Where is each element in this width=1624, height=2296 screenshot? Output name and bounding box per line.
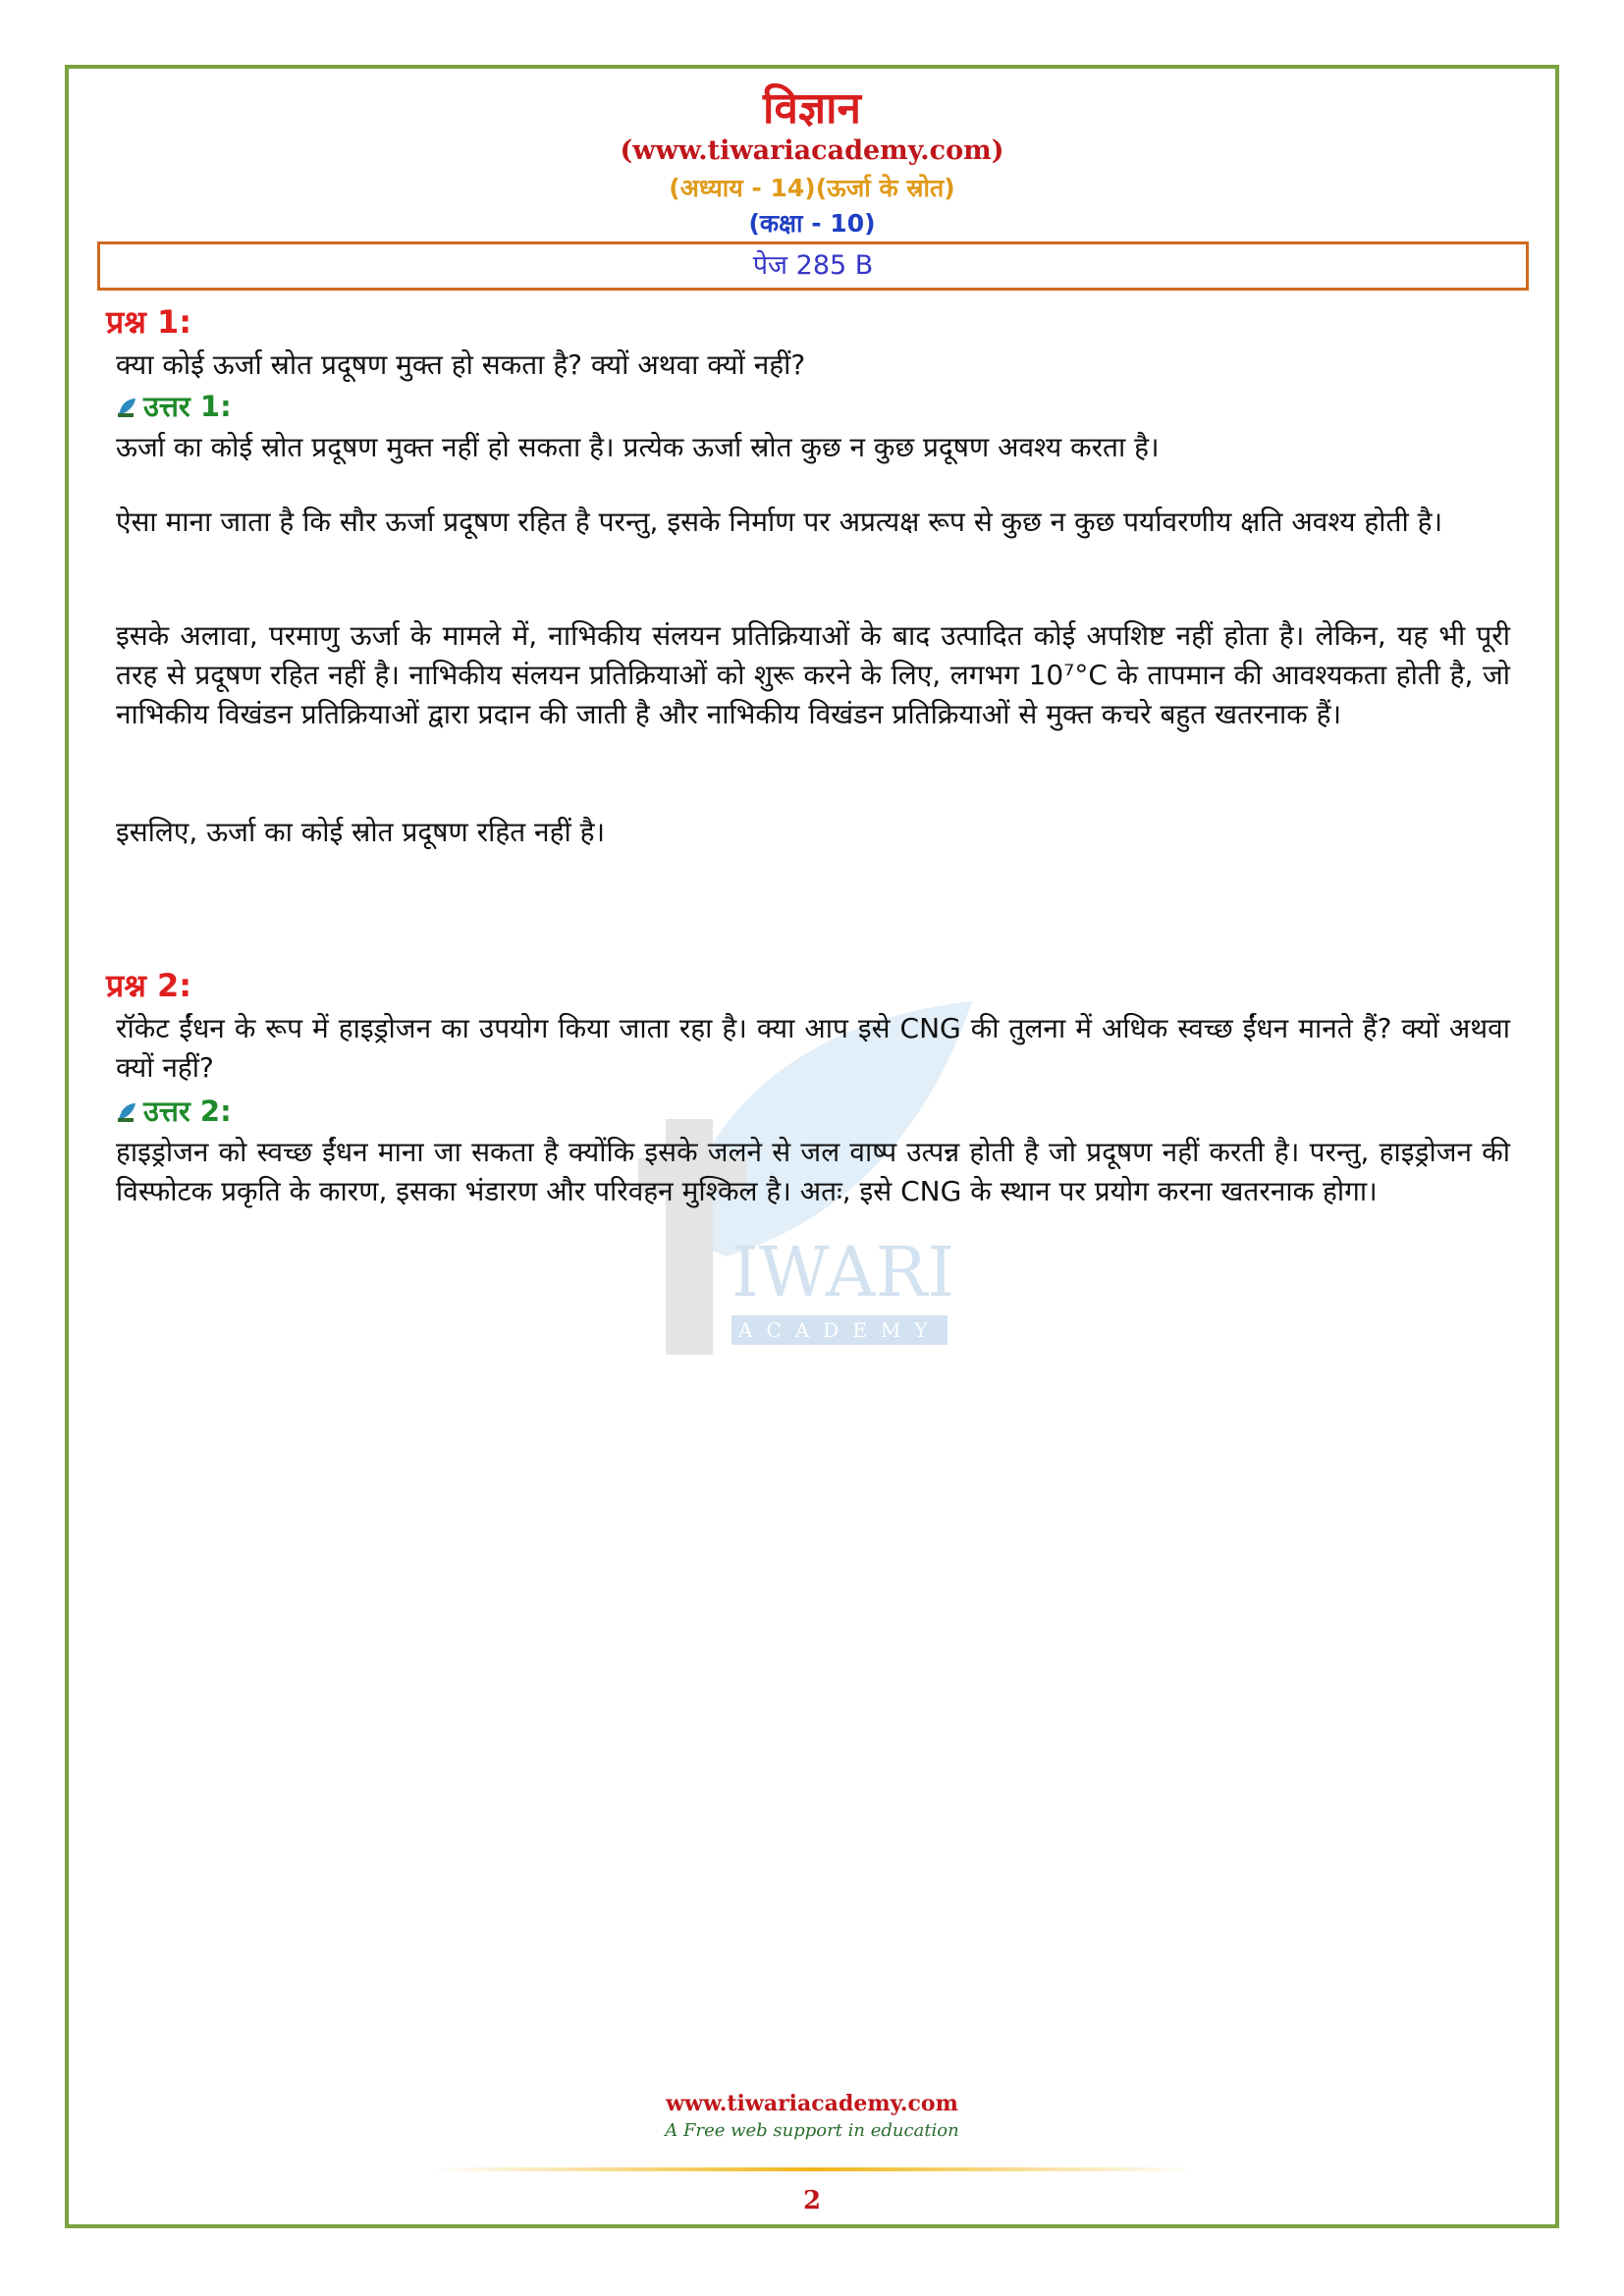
question-1-text: क्या कोई ऊर्जा स्रोत प्रदूषण मुक्त हो सकता है? क्यों अथवा क्यों नहीं? xyxy=(116,348,806,381)
watermark-subword: ACADEMY xyxy=(738,1318,942,1342)
question-1-label: प्रश्न 1: xyxy=(106,303,192,341)
answer-1-para-2: ऐसा माना जाता है कि सौर ऊर्जा प्रदूषण रहित है परन्तु, इसके निर्माण पर अप्रत्यक्ष रूप से कुछ न कुछ पर्यावरणीय क्षति अवश्य होती है। xyxy=(116,506,1443,538)
question-2-text: रॉकेट ईंधन के रूप में हाइड्रोजन का उपयोग किया जाता रहा है। क्या आप इसे CNG की तुलना में अधिक स्वच्छ ईंधन मानते हैं? क्यों अथवा क्यों नहीं? xyxy=(116,1012,1510,1084)
answer-1-para-1: ऊर्जा का कोई स्रोत प्रदूषण मुक्त नहीं हो सकता है। प्रत्येक ऊर्जा स्रोत कुछ न कुछ प्रदूषण अवश्य करता है। xyxy=(116,431,1160,463)
watermark-word: IWARI xyxy=(731,1232,955,1312)
answer-2-para-1: हाइड्रोजन को स्वच्छ ईंधन माना जा सकता है क्योंकि इसके जलने से जल वाष्प उत्पन्न होती है जो प्रदूषण नहीं करती है। परन्तु, हाइड्रोजन की विस्फोटक प्रकृति के कारण, इसका भंडारण और परिवहन मुश्किल है। अतः, इसे CNG के स्थान पर प्रयोग करना खतरनाक होगा। xyxy=(116,1136,1510,1207)
site-url[interactable]: (www.tiwariacademy.com) xyxy=(620,135,1004,166)
answer-1-label-text: उत्तर 1: xyxy=(143,390,232,423)
page-title: विज्ञान xyxy=(763,83,861,133)
page-reference-box: पेज 285 B xyxy=(97,241,1529,291)
footer-divider xyxy=(432,2167,1194,2171)
class-label: (कक्षा - 10) xyxy=(748,209,876,238)
question-2-label: प्रश्न 2: xyxy=(106,967,192,1004)
answer-2-label-text: उत्तर 2: xyxy=(143,1095,232,1128)
footer-tagline: A Free web support in education xyxy=(665,2120,959,2141)
page-number: 2 xyxy=(802,2186,822,2216)
answer-2-label xyxy=(116,1092,232,1130)
pen-icon xyxy=(116,397,137,418)
answer-1-label xyxy=(116,387,232,425)
footer-site-link[interactable]: www.tiwariacademy.com xyxy=(666,2091,958,2116)
chapter-label: (अध्याय - 14)(ऊर्जा के स्रोत) xyxy=(669,174,955,202)
answer-1-para-4: इसलिए, ऊर्जा का कोई स्रोत प्रदूषण रहित नहीं है। xyxy=(116,816,606,848)
answer-1-para-3: इसके अलावा, परमाणु ऊर्जा के मामले में, नाभिकीय संलयन प्रतिक्रियाओं के बाद उत्पादित कोई अपशिष्ट नहीं होता है। लेकिन, यह भी पूरी तरह से प्रदूषण रहित नहीं है। नाभिकीय संलयन प्रतिक्रियाओं को शुरू करने के लिए, लगभग 10⁷°C के तापमान की आवश्यकता होती है, जो नाभिकीय विखंडन प्रतिक्रियाओं द्वारा प्रदान की जाती है और नाभिकीय विखंडन प्रतिक्रियाओं से मुक्त कचरे बहुत खतरनाक हैं। xyxy=(116,619,1510,730)
pen-icon xyxy=(116,1101,137,1123)
